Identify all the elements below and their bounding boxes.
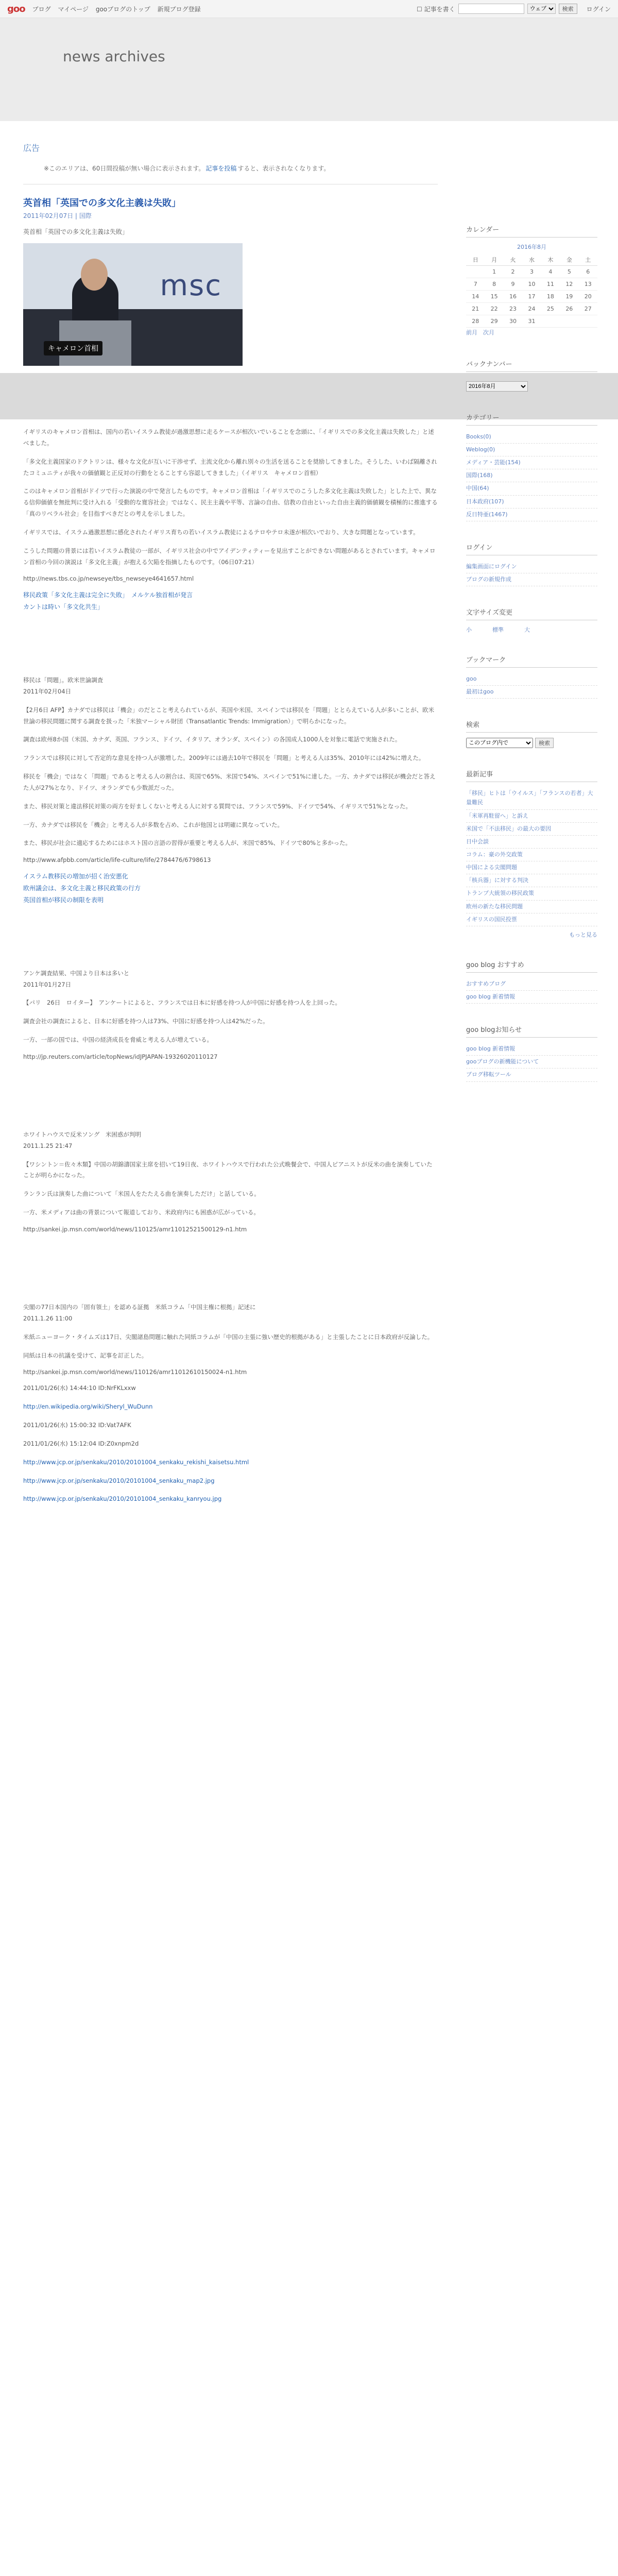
calendar-day: 8 [485,278,503,291]
calendar-day: 3 [522,266,541,278]
ad-note-text: ※このエリアは、60日間投稿が無い場合に表示されます。 [44,165,205,172]
post-body [23,705,438,850]
ad-note [44,164,438,173]
post-date[interactable]: 2011年02月07日 | 国際 [23,212,92,219]
post-body [23,997,438,1046]
bookmark-block [466,654,597,699]
calendar-week [466,303,597,315]
calendar-day: 14 [466,291,485,303]
calendar-day: 25 [541,303,560,315]
post-paragraph: 一方、一部の国では、中国の経済成長を脅威と考える人が増えている。 [23,1036,213,1044]
recent-item[interactable]: イギリスの国民投票 [466,913,597,926]
post-paragraph: また、移民が社会に適応するためにはホスト国の言語の習得が重要と考える人が、米国で85%、ドイツで80%と多かった。 [23,839,352,847]
calendar-table [466,254,597,328]
backnumber-block [466,359,597,392]
top-nav [32,5,206,13]
notice-heading: goo blogお知らせ [466,1024,597,1038]
recommend-item[interactable]: goo blog 新着情報 [466,991,597,1004]
calendar-day: 24 [522,303,541,315]
spacer [23,1067,438,1129]
calendar-day: 28 [466,315,485,328]
textsize-options [466,625,597,634]
category-block [466,412,597,521]
post-body [23,1159,438,1218]
post-heading [23,1302,438,1325]
calendar-day: 1 [485,266,503,278]
top-nav-item[interactable]: gooブログのトップ [95,5,150,13]
post-heading [23,968,438,991]
calendar-weekdays [466,254,597,266]
photo-caption: キャメロン首相 [44,341,102,355]
calendar-day [560,315,578,328]
calendar-day: 7 [466,278,485,291]
top-search-scope[interactable] [527,4,556,14]
ad-heading: 広告 [23,143,40,153]
backnumber-heading: バックナンバー [466,359,597,372]
calendar-day: 5 [560,266,578,278]
comment-link[interactable]: http://www.jcp.or.jp/senkaku/2010/20101004_senkaku_kanryou.jpg [23,1495,222,1503]
spacer [23,906,438,968]
weekday: 月 [485,254,503,266]
category-item[interactable]: 中国(64) [466,482,597,495]
notice-block [466,1024,597,1081]
post-paragraph: 同紙は日本の抗議を受けて、記事を訂正した。 [23,1351,148,1359]
post-heading-text: ホワイトハウスで反米ソング 米困惑が判明 [23,1130,141,1138]
post-body [23,427,438,568]
post-paragraph: 調査会社の調査によると、日本に好感を持つ人は73%、中国に好感を持つ人は42%だった。 [23,1018,269,1025]
post-paragraph: 調査は欧州8か国（米国、カナダ、英国、フランス、ドイツ、イタリア、オランダ、スペイン）の各国成人1000人を対象に電話で実施された。 [23,736,401,743]
post-lead: 英首相「英国での多文化主義は失敗」 [23,228,129,235]
recent-list [466,787,597,926]
category-item[interactable]: 国際(168) [466,469,597,482]
calendar-day: 26 [560,303,578,315]
goo-logo[interactable] [7,4,25,14]
textsize-large[interactable]: 大 [524,626,530,634]
calendar-day: 11 [541,278,560,291]
post-paragraph: 【ワシントン＝佐々木類】中国の胡錦濤国家主席を招いて19日夜、ホワイトハウスで行われた公式晩餐会で、中国人ピアニストが反米の曲を演奏していたことが明らかになった。 [23,1160,433,1179]
calendar-month: 2016年8月 [517,244,546,250]
logo-text: goo [7,3,25,14]
source-url[interactable]: http://jp.reuters.com/article/topNews/idJPJAPAN-19326020110127 [23,1053,218,1060]
news-photo [23,243,243,366]
category-item[interactable]: Weblog(0) [466,444,597,456]
category-item[interactable]: 日本政府(107) [466,496,597,509]
weekday: 木 [541,254,560,266]
textsize-block [466,607,597,634]
calendar-day: 2 [504,266,522,278]
weekday: 水 [522,254,541,266]
sidebar-search-scope[interactable] [466,738,533,748]
recent-more-link[interactable]: もっと見る [569,931,597,938]
write-post-label: 記事を書く [424,5,455,13]
comment-header: 2011/01/26(水) 15:00:32 ID:Vat7AFK [23,1421,131,1429]
calendar-day: 9 [504,278,522,291]
calendar-day [579,315,597,328]
post-paragraph: このはキャメロン首相がドイツで行った演説の中で発言したものです。キャメロン首相は「イギリスでのこうした多文化主義は失敗した」とした上で、異なる信仰価値を無批判に受け入れる「受動的な寛容社会」ではなく、民主主義や平等、言論の自由、信教の自由といった自由主義的価値観を積極的に推進する「真のリベラル社会」を目指すべきだとの考えを示しました。 [23,487,438,518]
post-heading-date: 2011.1.26 11:00 [23,1314,73,1322]
related-links [23,871,438,906]
calendar-day: 10 [522,278,541,291]
calendar-week [466,315,597,328]
calendar-day: 4 [541,266,560,278]
post-paragraph: フランスでは移民に対して否定的な意見を持つ人が激増した。2009年には過去10年で移民を「問題」と考える人は35%、2010年には42%に増えた。 [23,754,425,762]
recent-item[interactable]: 「核兵器」に対する判決 [466,874,597,887]
comment-header: 2011/01/26(水) 15:12:04 ID:Z0xnpm2d [23,1439,139,1447]
bookmark-item[interactable]: 最初はgoo [466,686,597,699]
source-url[interactable]: http://news.tbs.co.jp/newseye/tbs_newseye4641657.html [23,575,194,583]
textsize-normal[interactable]: 標準 [492,626,504,634]
recent-item[interactable]: 「米軍再駐留へ」と訴え [466,810,597,823]
recent-item[interactable]: コラム：豪の外交政策 [466,849,597,861]
comment-link[interactable]: http://www.jcp.or.jp/senkaku/2010/20101004_senkaku_map2.jpg [23,1477,215,1484]
post-paragraph: イギリスのキャメロン首相は、国内の若いイスラム教徒が過激思想に走るケースが相次いでいることを念頭に、「イギリスでの多文化主義は失敗した」と述べました。 [23,428,434,447]
textsize-heading: 文字サイズ変更 [466,607,597,620]
post-heading [23,675,438,698]
calendar-day: 15 [485,291,503,303]
related-links [23,589,438,613]
calendar-day: 13 [579,278,597,291]
ad-post-link[interactable]: 記事を投稿 [205,165,237,172]
notice-item[interactable]: ブログ移転ツール [466,1069,597,1081]
spacer [23,613,438,675]
post-paragraph: イギリスでは、イスラム過激思想に感化されたイギリス育ちの若いイスラム教徒によるテロやテロ未遂が相次いでおり、大きな問題となっています。 [23,528,419,536]
login-list [466,561,597,586]
post-body [23,1332,438,1362]
recommend-item[interactable]: おすすめブログ [466,978,597,991]
post-paragraph: 移民を「機会」ではなく「問題」であると考える人の割合は、英国で65%、米国で54%、スペインで51%に達した。一方、カナダでは移民が機会だと答えた人が27%となり、ドイツ、オランダでも少数派だった。 [23,773,436,791]
related-link[interactable]: 英国首相が移民の制限を表明 [23,896,104,904]
calendar-day: 20 [579,291,597,303]
calendar-day: 16 [504,291,522,303]
recommend-block [466,959,597,1004]
recent-item[interactable]: 日中会談 [466,836,597,849]
calendar-day: 22 [485,303,503,315]
calendar-day: 19 [560,291,578,303]
recent-item[interactable]: 米国で「不法移民」の最大の要因 [466,823,597,836]
related-link[interactable]: イスラム教移民の増加が招く治安悪化 [23,873,128,880]
recent-item[interactable]: 欧州の新たな移民問題 [466,901,597,913]
category-item[interactable]: 反日特亜(1467) [466,509,597,521]
post-heading [23,1129,438,1152]
post-paragraph: 米紙ニューヨーク・タイムズは17日、尖閣諸島問題に触れた同紙コラムが「中国の主張に強い歴史的根拠がある」と主張したことに日本政府が反論した。 [23,1333,434,1341]
calendar-day: 18 [541,291,560,303]
blog-header [0,18,618,121]
login-block [466,542,597,586]
post-heading-text: アンケ調査結果、中国より日本は多いと [23,969,130,977]
spacer [23,1240,438,1302]
login-link[interactable]: ログイン [586,5,611,13]
post-heading-date: 2011年01月27日 [23,980,72,988]
post-paragraph: 【パリ 26日 ロイター】 アンケートによると、フランスでは日本に好感を持つ人が中国に好感を持つ人を上回った。 [23,999,341,1007]
recent-item[interactable]: 「移民」ヒトは「ウイルス」「フランスの若者」大量難民 [466,787,597,809]
bookmark-heading: ブックマーク [466,654,597,668]
bookmark-list [466,673,597,699]
calendar-day [541,315,560,328]
calendar-day: 21 [466,303,485,315]
post-paragraph: 一方、カナダでは移民を「機会」と考える人が多数を占め、これが他国とは明確に異なっていた。 [23,821,283,828]
top-bar [0,0,618,18]
recent-item[interactable]: トランプ大統領の移民政策 [466,887,597,900]
calendar-day: 30 [504,315,522,328]
category-item[interactable]: Books(0) [466,431,597,444]
weekday: 金 [560,254,578,266]
post-heading-text: 尖閣の77日本国内の「固有領土」を認める証拠 米紙コラム「中国主権に根拠」記述に [23,1303,256,1311]
photo-head [81,259,108,291]
top-nav-item[interactable]: 新規ブログ登録 [157,5,201,13]
notice-list [466,1043,597,1081]
recent-block [466,769,597,939]
login-item[interactable]: ブログの新規作成 [466,573,597,586]
calendar-day [466,266,485,278]
category-list [466,431,597,521]
comment-link[interactable]: http://www.jcp.or.jp/senkaku/2010/20101004_senkaku_rekishi_kaisetsu.html [23,1458,249,1466]
login-heading: ログイン [466,542,597,555]
calendar-day: 27 [579,303,597,315]
category-item[interactable]: メディア・芸能(154) [466,456,597,469]
source-url[interactable]: http://sankei.jp.msn.com/world/news/110126/amr11012610150024-n1.htm [23,1368,247,1376]
calendar-day: 6 [579,266,597,278]
source-url[interactable]: http://sankei.jp.msn.com/world/news/110125/amr11012521500129-n1.htm [23,1225,247,1233]
top-search-input[interactable] [458,4,524,14]
top-nav-item[interactable]: ブログ [32,5,51,13]
bookmark-item[interactable]: goo [466,673,597,686]
post-paragraph: ランラン氏は演奏した曲について「米国人をたたえる曲を演奏しただけ」と話している。 [23,1190,260,1198]
login-item[interactable]: 編集画面にログイン [466,561,597,573]
calendar-day: 23 [504,303,522,315]
backnumber-select[interactable] [466,381,528,392]
recent-item[interactable]: 中国による尖閣問題 [466,861,597,874]
post-entry [23,196,438,366]
top-search-button[interactable]: 検索 [559,4,577,14]
search-block [466,719,597,748]
calendar-week [466,266,597,278]
post-heading-text: 移民は「問題」。欧米世論調査 [23,676,104,684]
related-link[interactable]: カントは時い「多文化共生」 [23,603,104,611]
calendar-nav[interactable]: 前月 次月 [466,329,494,336]
photo-sign: msc [160,269,222,302]
calendar-heading: カレンダー [466,224,597,238]
related-link[interactable]: 欧州議会は、多文化主義と移民政策の行方 [23,885,141,892]
notice-item[interactable]: gooブログの新機能について [466,1056,597,1069]
recommend-heading: goo blog おすすめ [466,959,597,973]
calendar-block [466,224,597,338]
top-nav-item[interactable]: マイページ [58,5,89,13]
related-link[interactable]: 移民政策「多文化主義は完全に失敗」 メルケル独首相が発言 [23,591,193,599]
calendar-week [466,291,597,303]
post-paragraph: こうした問題の背景には若いイスラム教徒の一部が、イギリス社会の中でアイデンティティーを見出すことができない問題があるとされています。キャメロン首相の今回の演説は「多文化主義」が抱える欠陥を指摘したものです。（06日07:21） [23,547,436,566]
main-column [23,121,438,1512]
calendar-week [466,278,597,291]
post-paragraph: 【2月6日 AFP】カナダでは移民は「機会」のだとこと考えられているが、英国や米国、スペインでは移民を「問題」ととらえている人が多いことが、欧米世論の移民問題に関する調査を扱った「米独マーシャル財団（Transatlantic Trends: Immigration）」で明らかになった。 [23,706,435,725]
post-paragraph: 「多文化主義国家のドクトリンは、様々な文化が互いに干渉せず、主流文化から離れ別々の生活を送ることを奨励してきました。そうした、いわば隔離されたコミュニティが我々の価値観と正反対の行動をとることすら容認してきました」（イギリス キャメロン首相） [23,457,437,477]
textsize-small[interactable]: 小 [466,626,472,634]
weekday: 火 [504,254,522,266]
category-heading: カテゴリー [466,412,597,426]
blog-title[interactable]: news archives [63,48,165,65]
weekday: 日 [466,254,485,266]
notice-item[interactable]: goo blog 新着情報 [466,1043,597,1056]
sidebar-search [466,738,597,748]
post-heading-date: 2011年02月04日 [23,687,72,695]
calendar-day: 29 [485,315,503,328]
search-heading: 検索 [466,719,597,733]
top-search [417,4,577,14]
comment-header: 2011/01/26(水) 14:44:10 ID:NrFKLxxw [23,1384,136,1392]
calendar-day: 12 [560,278,578,291]
post-heading-date: 2011.1.25 21:47 [23,1142,73,1149]
recommend-list [466,978,597,1004]
calendar-day: 17 [522,291,541,303]
post-paragraph: 一方、米メディアは曲の背景について報道しており、米政府内にも困惑が広がっている。 [23,1209,260,1216]
post-title[interactable]: 英首相「英国での多文化主義は失敗」 [23,198,181,209]
comment-list [23,1383,438,1505]
sidebar [466,121,597,1082]
source-url[interactable]: http://www.afpbb.com/article/life-culture/life/2784476/6798613 [23,856,211,864]
comment-link[interactable]: http://en.wikipedia.org/wiki/Sheryl_WuDunn [23,1403,153,1411]
ad-note-text-after: すると、表示されなくなります。 [237,165,330,172]
photo-stage [23,309,243,366]
post-paragraph: また、移民対策と違法移民対策の両方を好ましくないと考える人に対する質問では、フランスで59%、ドイツで54%、イギリスで51%となった。 [23,802,412,810]
sidebar-search-button[interactable]: 検索 [535,738,554,748]
calendar-day: 31 [522,315,541,328]
weekday: 土 [579,254,597,266]
recent-heading: 最新記事 [466,769,597,782]
write-post-checkbox[interactable]: ☐ 記事を書く [417,5,455,13]
